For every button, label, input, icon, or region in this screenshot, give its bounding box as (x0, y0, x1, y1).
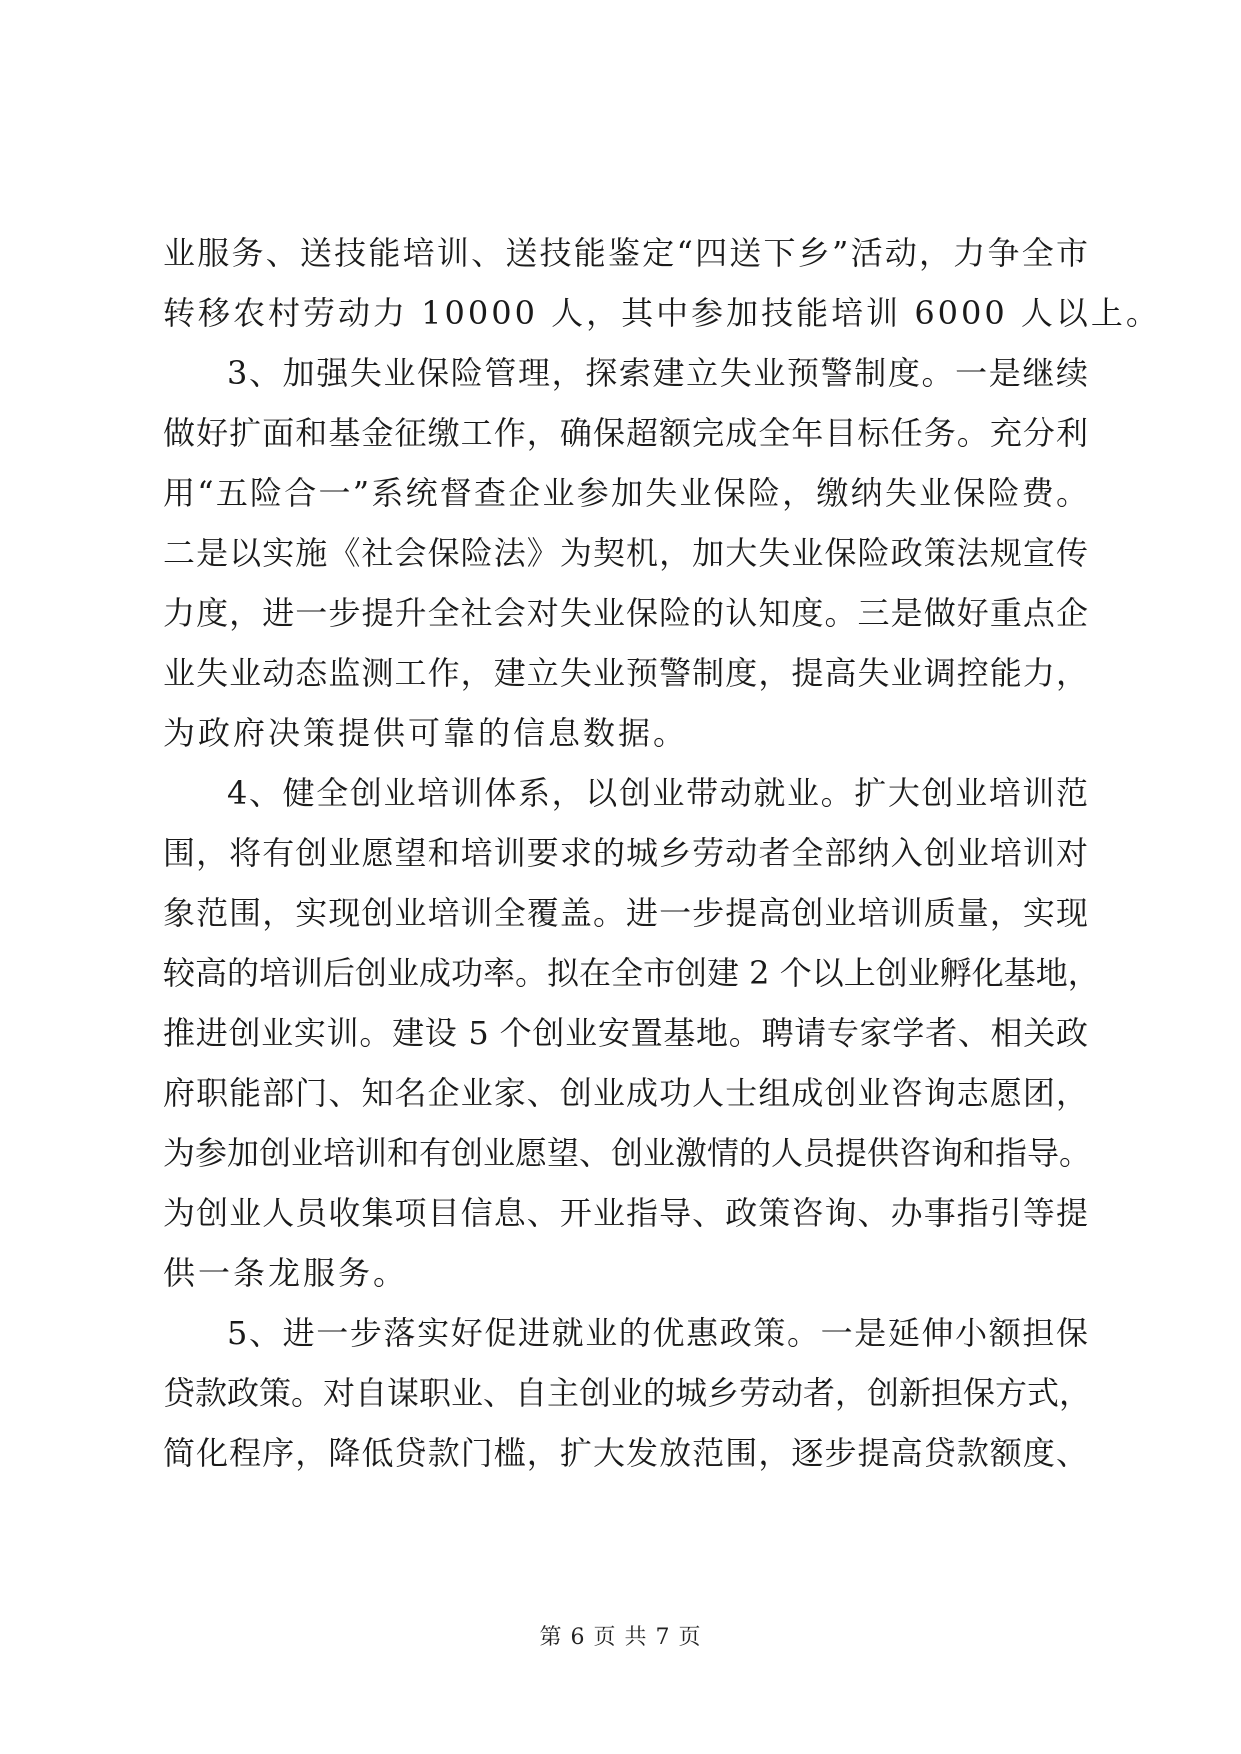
text-line: 象范围，实现创业培训全覆盖。进一步提高创业培训质量，实现 (163, 894, 1088, 932)
text-line: 力度，进一步提升全社会对失业保险的认知度。三是做好重点企 (163, 594, 1088, 632)
text-line: 围，将有创业愿望和培训要求的城乡劳动者全部纳入创业培训对 (163, 834, 1088, 872)
text-line: 府职能部门、知名企业家、创业成功人士组成创业咨询志愿团， (163, 1074, 1088, 1112)
text-line: 为参加创业培训和有创业愿望、创业激情的人员提供咨询和指导。 (163, 1134, 1092, 1172)
text-line: 供一条龙服务。 (163, 1254, 409, 1292)
section-heading-line: 3、加强失业保险管理，探索建立失业预警制度。一是继续 (227, 354, 1088, 392)
text-line: 为政府决策提供可靠的信息数据。 (163, 714, 689, 752)
text-line: 贷款政策。对自谋职业、自主创业的城乡劳动者，创新担保方式， (163, 1374, 1092, 1412)
text-line: 二是以实施《社会保险法》为契机，加大失业保险政策法规宣传 (163, 534, 1088, 572)
text-line: 业失业动态监测工作，建立失业预警制度，提高失业调控能力， (163, 654, 1088, 692)
section-heading-line: 4、健全创业培训体系，以创业带动就业。扩大创业培训范 (227, 774, 1088, 812)
text-line: 业服务、送技能培训、送技能鉴定“四送下乡”活动，力争全市 (163, 234, 1088, 272)
text-line: 转移农村劳动力 10000 人，其中参加技能培训 6000 人以上。 (163, 294, 1161, 332)
text-line: 推进创业实训。建设 5 个创业安置基地。聘请专家学者、相关政 (163, 1014, 1088, 1052)
document-body (163, 228, 1161, 1488)
page-footer: 第 6 页 共 7 页 (539, 1625, 702, 1650)
text-line: 用“五险合一”系统督查企业参加失业保险，缴纳失业保险费。 (163, 474, 1088, 512)
text-line: 较高的培训后创业成功率。拟在全市创建 2 个以上创业孵化基地， (163, 954, 1100, 992)
text-line: 简化程序，降低贷款门槛，扩大发放范围，逐步提高贷款额度、 (163, 1434, 1088, 1472)
text-line: 为创业人员收集项目信息、开业指导、政策咨询、办事指引等提 (163, 1194, 1088, 1232)
section-heading-line: 5、进一步落实好促进就业的优惠政策。一是延伸小额担保 (227, 1314, 1088, 1352)
text-line: 做好扩面和基金征缴工作，确保超额完成全年目标任务。充分利 (163, 414, 1088, 452)
